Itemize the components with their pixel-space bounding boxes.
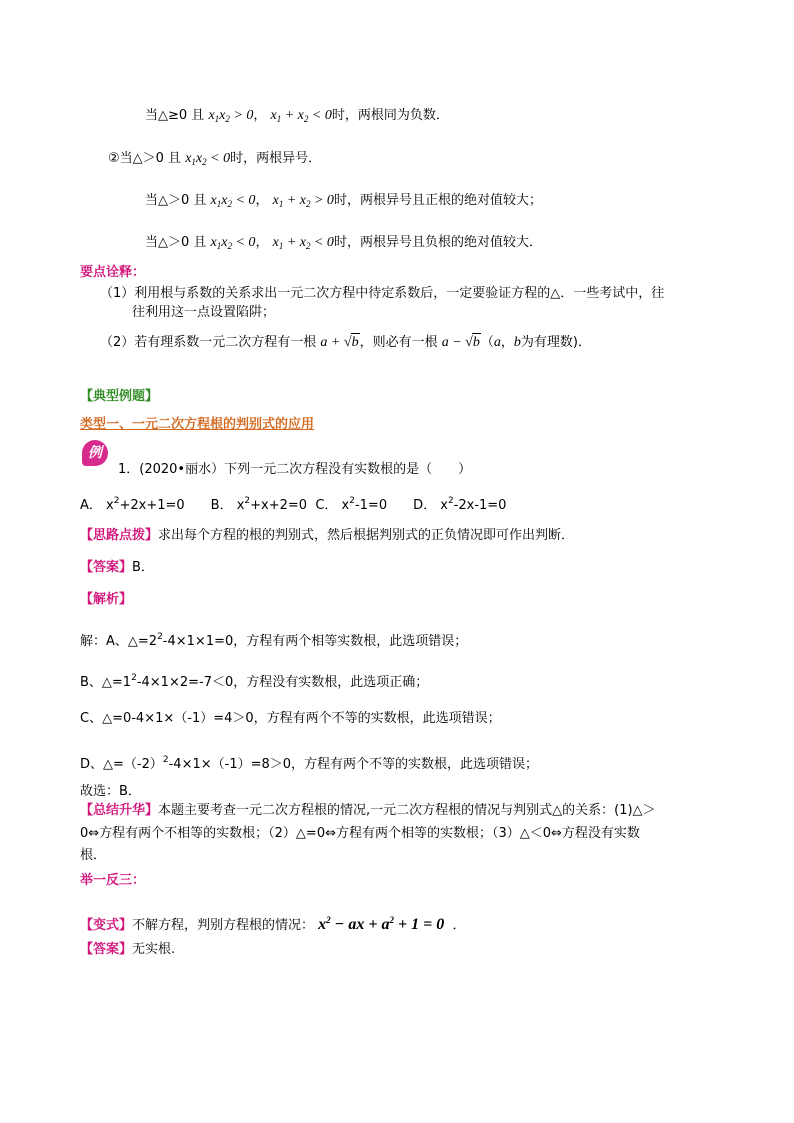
math-x1x2-positive: $x_1x_2 > 0$	[208, 108, 254, 124]
type-1-heading: 类型一、一元二次方程根的判别式的应用	[80, 417, 315, 432]
analysis-heading: 【解析】	[80, 592, 133, 607]
question-1: 1．(2020•丽水）下列一元二次方程没有实数根的是（ ）	[118, 462, 472, 477]
question-1-options: A． $x^2+2x+1=0$ B． $x^2+x+2=0$ C． $x^2-1=0$ D． $x^2-2x-1=0$	[80, 496, 507, 513]
solution-d: D、$\triangle=(-2)^2-4\times 1\times(-1)=8>0$，方程有两个不等的实数根，此选项错误；	[80, 755, 539, 772]
variant-equation: $x^2$ − ax + $a^2 + 1 = 0$	[318, 915, 445, 933]
keypoint-1-line-a: （1）利用根与系数的关系求出一元二次方程中待定系数后，一定要验证方程的△．一些考试中，往	[100, 286, 665, 301]
condition-line-2: ②当△＞0 且 $x_1x_2 < 0$时，两根异号．	[108, 151, 322, 167]
keypoint-2: （2）若有理系数一元二次方程有一根 a + √b，则必有一根 a − √b（a，b为有理数)．	[100, 335, 591, 350]
keypoint-1-line-b: 往利用这一点设置陷阱；	[132, 305, 276, 320]
math-a-minus-sqrt-b: a − √b	[441, 335, 480, 350]
choose-line: 故选：B．	[80, 784, 141, 799]
variant-line: 【变式】不解方程，判别方程根的情况： $x^2$ − ax + $a^2 + 1 = 0$ ．	[80, 915, 466, 933]
summary-line-b: 0⇔方程有两个不相等的实数根；（2）△=0⇔方程有两个相等的实数根；（3）△＜0⇔方程没有实数	[80, 826, 640, 841]
answer-2-line: 【答案】无实根.	[80, 942, 176, 957]
math-a-plus-sqrt-b: a + √b	[320, 335, 359, 350]
hint-line: 【思路点拨】求出每个方程的根的判别式，然后根据判别式的正负情况即可作出判断．	[80, 528, 575, 543]
summary-line-a: 【总结升华】本题主要考查一元二次方程根的情况,一元二次方程根的情况与判别式△的关系：(1)△＞	[80, 803, 656, 818]
solution-c: C、△=0-4×1×（-1）=4＞0，方程有两个不等的实数根，此选项错误；	[80, 711, 501, 726]
example-badge: 例	[82, 440, 108, 466]
summary-line-c: 根．	[80, 848, 107, 863]
condition-line-4: 当△＞0 且 $x_1x_2 < 0$， $x_1 + x_2 < 0$时，两根异号且负根的绝对值较大．	[145, 235, 542, 251]
math-x1x2-negative: $x_1x_2 < 0$	[185, 151, 231, 167]
math-sum-negative: $x_1 + x_2 < 0$	[270, 108, 332, 124]
practice-heading: 举一反三：	[80, 873, 146, 888]
condition-line-3: 当△＞0 且 $x_1x_2 < 0$， $x_1 + x_2 > 0$时，两根异号且正根的绝对值较大；	[145, 193, 542, 209]
examples-heading: 【典型例题】	[80, 389, 159, 404]
condition-line-1: 当△≥0 且 $x_1x_2 > 0$， $x_1 + x_2 < 0$时，两根同为负数．	[145, 108, 449, 124]
solution-b: B、$\triangle=1^2-4\times 1\times 2=-7<0$，方程没有实数根，此选项正确；	[80, 673, 429, 690]
keypoints-heading: 要点诠释：	[80, 265, 146, 280]
solution-a: 解：A、$\triangle=2^2-4\times 1\times 1=0$，方程有两个相等实数根，此选项错误；	[80, 632, 468, 649]
answer-line: 【答案】B．	[80, 560, 154, 575]
